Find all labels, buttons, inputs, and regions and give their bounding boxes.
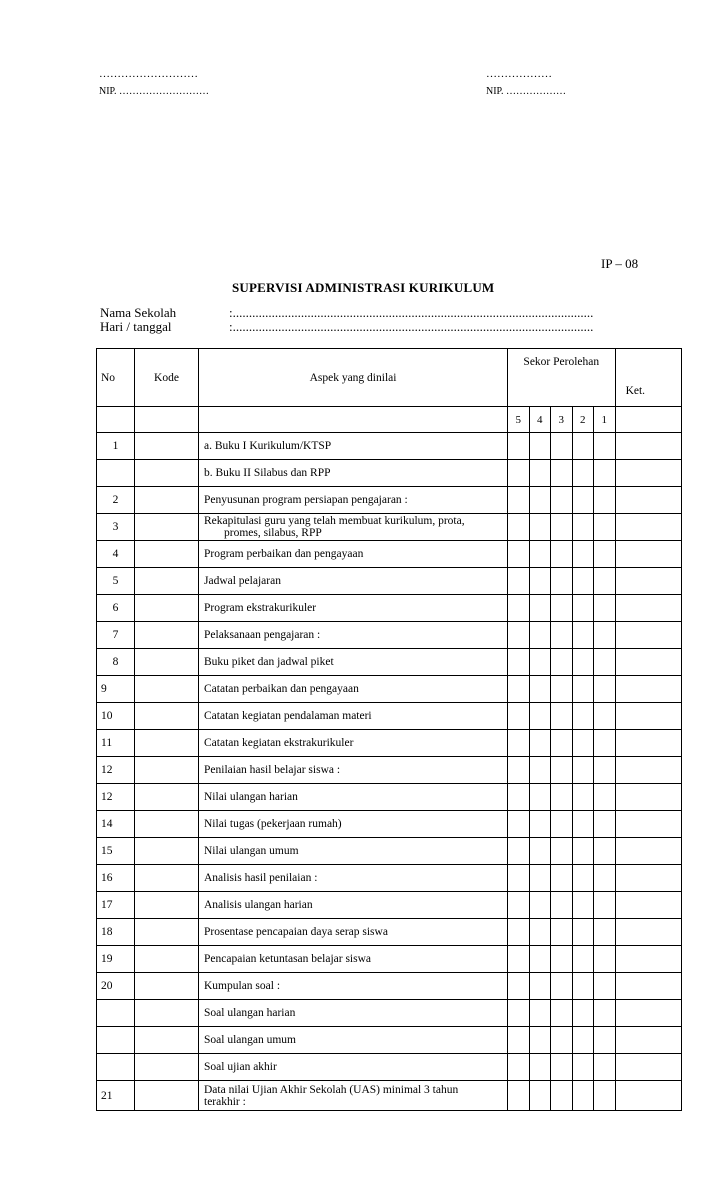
score-cell-2[interactable] <box>572 460 594 487</box>
row-aspek-line1: Data nilai Ujian Akhir Sekolah (UAS) minimal 3 tahun <box>204 1083 459 1096</box>
row-kode[interactable] <box>135 1000 199 1027</box>
table-row <box>97 811 682 838</box>
document-title: SUPERVISI ADMINISTRASI KURIKULUM <box>232 280 495 295</box>
table-row <box>97 892 682 919</box>
score-cell-5[interactable] <box>508 568 530 595</box>
score-cell-2[interactable] <box>572 1027 594 1054</box>
score-cell-5[interactable] <box>508 838 530 865</box>
row-ket[interactable] <box>615 703 681 730</box>
score-cell-2[interactable] <box>572 676 594 703</box>
row-number: 7 <box>97 622 135 649</box>
score-cell-1[interactable] <box>594 595 616 622</box>
score-cell-3[interactable] <box>551 973 573 1000</box>
score-cell-5[interactable] <box>508 541 530 568</box>
row-number <box>97 1054 135 1081</box>
score-cell-5[interactable] <box>508 595 530 622</box>
row-kode[interactable] <box>135 595 199 622</box>
row-kode[interactable] <box>135 703 199 730</box>
score-cell-4[interactable] <box>529 1027 551 1054</box>
score-cell-5[interactable] <box>508 946 530 973</box>
row-aspek: Catatan perbaikan dan pengayaan <box>199 676 508 703</box>
row-kode[interactable] <box>135 730 199 757</box>
score-cell-4[interactable] <box>529 649 551 676</box>
row-kode[interactable] <box>135 433 199 460</box>
row-number: 15 <box>97 838 135 865</box>
row-ket[interactable] <box>615 946 681 973</box>
score-cell-3[interactable] <box>551 730 573 757</box>
score-cell-3[interactable] <box>551 703 573 730</box>
row-kode[interactable] <box>135 865 199 892</box>
score-cell-4[interactable] <box>529 703 551 730</box>
row-number: 21 <box>97 1081 135 1111</box>
score-cell-2[interactable] <box>572 649 594 676</box>
score-cell-1[interactable] <box>594 1000 616 1027</box>
score-cell-4[interactable] <box>529 568 551 595</box>
row-number: 17 <box>97 892 135 919</box>
row-kode[interactable] <box>135 784 199 811</box>
row-aspek: Penilaian hasil belajar siswa : <box>199 757 508 784</box>
right-signature-nip: NIP. ……………… <box>486 86 567 97</box>
score-cell-5[interactable] <box>508 622 530 649</box>
score-cell-4[interactable] <box>529 730 551 757</box>
score-cell-2[interactable] <box>572 919 594 946</box>
row-aspek: Program ekstrakurikuler <box>199 595 508 622</box>
row-ket[interactable] <box>615 514 681 541</box>
row-number: 6 <box>97 595 135 622</box>
row-number: 18 <box>97 919 135 946</box>
score-cell-3[interactable] <box>551 1081 573 1111</box>
row-aspek: Penyusunan program persiapan pengajaran : <box>199 487 508 514</box>
row-kode[interactable] <box>135 514 199 541</box>
row-ket[interactable] <box>615 487 681 514</box>
row-aspek: Analisis ulangan harian <box>199 892 508 919</box>
score-cell-5[interactable] <box>508 514 530 541</box>
row-ket[interactable] <box>615 757 681 784</box>
score-cell-3[interactable] <box>551 811 573 838</box>
score-cell-3[interactable] <box>551 784 573 811</box>
score-cell-5[interactable] <box>508 1081 530 1111</box>
score-cell-1[interactable] <box>594 730 616 757</box>
row-kode[interactable] <box>135 919 199 946</box>
header-aspek: Aspek yang dinilai <box>199 349 508 407</box>
row-kode[interactable] <box>135 811 199 838</box>
row-kode[interactable] <box>135 676 199 703</box>
score-cell-1[interactable] <box>594 460 616 487</box>
row-number: 12 <box>97 784 135 811</box>
score-cell-1[interactable] <box>594 784 616 811</box>
score-cell-1[interactable] <box>594 703 616 730</box>
row-ket[interactable] <box>615 1027 681 1054</box>
score-cell-4[interactable] <box>529 946 551 973</box>
score-cell-2[interactable] <box>572 433 594 460</box>
score-cell-5[interactable] <box>508 892 530 919</box>
score-cell-4[interactable] <box>529 622 551 649</box>
row-aspek: Analisis hasil penilaian : <box>199 865 508 892</box>
table-row <box>97 514 682 541</box>
row-aspek: Catatan kegiatan ekstrakurikuler <box>199 730 508 757</box>
row-ket[interactable] <box>615 865 681 892</box>
score-cell-5[interactable] <box>508 730 530 757</box>
row-ket[interactable] <box>615 919 681 946</box>
row-number: 2 <box>97 487 135 514</box>
score-cell-2[interactable] <box>572 487 594 514</box>
row-ket[interactable] <box>615 784 681 811</box>
score-cell-3[interactable] <box>551 838 573 865</box>
row-number: 20 <box>97 973 135 1000</box>
score-cell-5[interactable] <box>508 649 530 676</box>
score-cell-2[interactable] <box>572 730 594 757</box>
table-row <box>97 757 682 784</box>
score-cell-4[interactable] <box>529 784 551 811</box>
row-number: 11 <box>97 730 135 757</box>
table-row <box>97 784 682 811</box>
score-cell-4[interactable] <box>529 433 551 460</box>
score-cell-3[interactable] <box>551 595 573 622</box>
score-cell-1[interactable] <box>594 946 616 973</box>
row-aspek: Nilai tugas (pekerjaan rumah) <box>199 811 508 838</box>
table-row <box>97 487 682 514</box>
score-col-4: 4 <box>529 407 551 433</box>
score-cell-4[interactable] <box>529 541 551 568</box>
score-cell-5[interactable] <box>508 676 530 703</box>
score-cell-2[interactable] <box>572 946 594 973</box>
row-number: 8 <box>97 649 135 676</box>
score-cell-3[interactable] <box>551 919 573 946</box>
row-number: 16 <box>97 865 135 892</box>
score-cell-1[interactable] <box>594 811 616 838</box>
table-row <box>97 1081 682 1111</box>
row-aspek: Soal ulangan umum <box>199 1027 508 1054</box>
score-cell-4[interactable] <box>529 973 551 1000</box>
score-cell-5[interactable] <box>508 703 530 730</box>
score-cell-1[interactable] <box>594 973 616 1000</box>
row-aspek: Soal ujian akhir <box>199 1054 508 1081</box>
form-code: IP – 08 <box>601 256 639 271</box>
row-ket[interactable] <box>615 595 681 622</box>
row-aspek: Kumpulan soal : <box>199 973 508 1000</box>
score-cell-3[interactable] <box>551 676 573 703</box>
score-cell-1[interactable] <box>594 919 616 946</box>
row-kode[interactable] <box>135 757 199 784</box>
row-aspek: Catatan kegiatan pendalaman materi <box>199 703 508 730</box>
row-number: 4 <box>97 541 135 568</box>
row-number <box>97 460 135 487</box>
row-number <box>97 1000 135 1027</box>
score-cell-1[interactable] <box>594 676 616 703</box>
score-cell-4[interactable] <box>529 487 551 514</box>
row-aspek: Jadwal pelajaran <box>199 568 508 595</box>
score-cell-2[interactable] <box>572 865 594 892</box>
row-number: 12 <box>97 757 135 784</box>
row-ket[interactable] <box>615 811 681 838</box>
score-cell-5[interactable] <box>508 433 530 460</box>
score-cell-5[interactable] <box>508 757 530 784</box>
score-cell-2[interactable] <box>572 838 594 865</box>
score-cell-4[interactable] <box>529 757 551 784</box>
score-col-3: 3 <box>551 407 573 433</box>
score-cell-4[interactable] <box>529 676 551 703</box>
score-cell-2[interactable] <box>572 892 594 919</box>
score-cell-1[interactable] <box>594 649 616 676</box>
score-cell-2[interactable] <box>572 757 594 784</box>
score-cell-4[interactable] <box>529 1000 551 1027</box>
score-cell-2[interactable] <box>572 703 594 730</box>
score-cell-4[interactable] <box>529 595 551 622</box>
score-cell-3[interactable] <box>551 649 573 676</box>
row-kode[interactable] <box>135 541 199 568</box>
score-cell-5[interactable] <box>508 784 530 811</box>
score-cell-3[interactable] <box>551 1054 573 1081</box>
row-kode[interactable] <box>135 568 199 595</box>
row-ket[interactable] <box>615 1081 681 1111</box>
score-cell-2[interactable] <box>572 1000 594 1027</box>
table-row <box>97 595 682 622</box>
row-number: 10 <box>97 703 135 730</box>
row-aspek: Pencapaian ketuntasan belajar siswa <box>199 946 508 973</box>
score-cell-1[interactable] <box>594 1081 616 1111</box>
score-cell-3[interactable] <box>551 541 573 568</box>
score-cell-1[interactable] <box>594 757 616 784</box>
score-cell-3[interactable] <box>551 433 573 460</box>
score-cell-3[interactable] <box>551 622 573 649</box>
field-value-date: :............................................................................................................... <box>229 319 594 334</box>
score-cell-2[interactable] <box>572 595 594 622</box>
row-kode[interactable] <box>135 973 199 1000</box>
row-kode[interactable] <box>135 838 199 865</box>
field-label-school-name: Nama Sekolah <box>100 305 177 320</box>
table-row <box>97 919 682 946</box>
row-number: 1 <box>97 433 135 460</box>
row-ket[interactable] <box>615 973 681 1000</box>
row-kode[interactable] <box>135 892 199 919</box>
score-cell-2[interactable] <box>572 514 594 541</box>
score-cell-3[interactable] <box>551 1027 573 1054</box>
score-cell-3[interactable] <box>551 514 573 541</box>
score-cell-3[interactable] <box>551 460 573 487</box>
table-row <box>97 541 682 568</box>
row-aspek: a. Buku I Kurikulum/KTSP <box>199 433 508 460</box>
row-kode[interactable] <box>135 460 199 487</box>
header-kode: Kode <box>135 349 199 407</box>
score-cell-4[interactable] <box>529 838 551 865</box>
score-cell-4[interactable] <box>529 892 551 919</box>
score-cell-3[interactable] <box>551 865 573 892</box>
score-cell-4[interactable] <box>529 514 551 541</box>
row-kode[interactable] <box>135 649 199 676</box>
header-ket: Ket. <box>615 349 681 407</box>
table-row <box>97 1027 682 1054</box>
row-ket[interactable] <box>615 460 681 487</box>
row-number: 3 <box>97 514 135 541</box>
score-cell-1[interactable] <box>594 865 616 892</box>
score-col-5: 5 <box>508 407 530 433</box>
row-number: 14 <box>97 811 135 838</box>
score-cell-3[interactable] <box>551 946 573 973</box>
row-aspek: Pelaksanaan pengajaran : <box>199 622 508 649</box>
row-aspek: Soal ulangan harian <box>199 1000 508 1027</box>
score-cell-1[interactable] <box>594 838 616 865</box>
score-cell-3[interactable] <box>551 892 573 919</box>
score-cell-1[interactable] <box>594 433 616 460</box>
table-row <box>97 676 682 703</box>
score-cell-4[interactable] <box>529 919 551 946</box>
row-ket[interactable] <box>615 1054 681 1081</box>
header-sekor-cell <box>508 349 616 407</box>
row-ket[interactable] <box>615 541 681 568</box>
row-kode[interactable] <box>135 1081 199 1111</box>
score-cell-3[interactable] <box>551 1000 573 1027</box>
score-cell-1[interactable] <box>594 541 616 568</box>
table-row <box>97 460 682 487</box>
score-cell-2[interactable] <box>572 1081 594 1111</box>
score-cell-1[interactable] <box>594 1027 616 1054</box>
score-col-2: 2 <box>572 407 594 433</box>
row-number <box>97 1027 135 1054</box>
row-aspek <box>199 514 508 541</box>
score-cell-2[interactable] <box>572 568 594 595</box>
score-cell-5[interactable] <box>508 487 530 514</box>
row-kode[interactable] <box>135 487 199 514</box>
left-signature-name-line: ……………………… <box>99 68 198 80</box>
score-cell-3[interactable] <box>551 757 573 784</box>
field-value-school-name: :............................................................................................................... <box>229 305 594 320</box>
table-row <box>97 703 682 730</box>
score-cell-5[interactable] <box>508 1000 530 1027</box>
table-row <box>97 838 682 865</box>
row-ket[interactable] <box>615 676 681 703</box>
score-cell-2[interactable] <box>572 973 594 1000</box>
score-cell-5[interactable] <box>508 811 530 838</box>
score-cell-2[interactable] <box>572 811 594 838</box>
score-cell-4[interactable] <box>529 1081 551 1111</box>
table-row <box>97 568 682 595</box>
table-row <box>97 730 682 757</box>
table-row <box>97 649 682 676</box>
row-kode[interactable] <box>135 622 199 649</box>
right-signature-name-line: ……………… <box>486 68 552 80</box>
score-cell-2[interactable] <box>572 622 594 649</box>
row-number: 9 <box>97 676 135 703</box>
row-number: 19 <box>97 946 135 973</box>
row-ket[interactable] <box>615 433 681 460</box>
score-col-1: 1 <box>594 407 616 433</box>
table-row <box>97 865 682 892</box>
score-cell-5[interactable] <box>508 1027 530 1054</box>
score-cell-1[interactable] <box>594 892 616 919</box>
row-ket[interactable] <box>615 892 681 919</box>
row-aspek: Nilai ulangan umum <box>199 838 508 865</box>
row-number: 5 <box>97 568 135 595</box>
table-row <box>97 1054 682 1081</box>
row-aspek-line2: terakhir : <box>204 1095 246 1108</box>
score-cell-3[interactable] <box>551 568 573 595</box>
table-row <box>97 946 682 973</box>
table-row <box>97 1000 682 1027</box>
score-cell-2[interactable] <box>572 541 594 568</box>
row-kode[interactable] <box>135 1027 199 1054</box>
table-row <box>97 622 682 649</box>
score-cell-2[interactable] <box>572 1054 594 1081</box>
table-header-row <box>97 349 682 407</box>
row-ket[interactable] <box>615 730 681 757</box>
header-no: No <box>97 349 135 407</box>
row-ket[interactable] <box>615 568 681 595</box>
score-cell-4[interactable] <box>529 865 551 892</box>
left-signature-nip: NIP. ……………………… <box>99 86 210 97</box>
score-cell-5[interactable] <box>508 1054 530 1081</box>
row-aspek <box>199 1081 508 1111</box>
score-cell-4[interactable] <box>529 460 551 487</box>
row-ket[interactable] <box>615 1000 681 1027</box>
row-aspek-line1: Rekapitulasi guru yang telah membuat kurikulum, prota, <box>204 515 465 527</box>
score-cell-1[interactable] <box>594 1054 616 1081</box>
table-row <box>97 433 682 460</box>
row-aspek: Program perbaikan dan pengayaan <box>199 541 508 568</box>
score-cell-4[interactable] <box>529 1054 551 1081</box>
score-cell-3[interactable] <box>551 487 573 514</box>
score-cell-1[interactable] <box>594 514 616 541</box>
row-ket[interactable] <box>615 622 681 649</box>
row-aspek-line2: promes, silabus, RPP <box>224 527 322 539</box>
row-ket[interactable] <box>615 649 681 676</box>
assessment-table <box>96 348 682 1111</box>
score-cell-5[interactable] <box>508 973 530 1000</box>
row-aspek: Buku piket dan jadwal piket <box>199 649 508 676</box>
score-cell-1[interactable] <box>594 568 616 595</box>
score-cell-5[interactable] <box>508 460 530 487</box>
row-aspek: Prosentase pencapaian daya serap siswa <box>199 919 508 946</box>
row-aspek: Nilai ulangan harian <box>199 784 508 811</box>
score-scale-row <box>97 407 682 433</box>
score-cell-4[interactable] <box>529 811 551 838</box>
row-ket[interactable] <box>615 838 681 865</box>
field-label-date: Hari / tanggal <box>100 319 172 334</box>
score-cell-5[interactable] <box>508 865 530 892</box>
score-cell-1[interactable] <box>594 487 616 514</box>
row-aspek: b. Buku II Silabus dan RPP <box>199 460 508 487</box>
score-cell-1[interactable] <box>594 622 616 649</box>
score-cell-5[interactable] <box>508 919 530 946</box>
row-kode[interactable] <box>135 1054 199 1081</box>
score-cell-2[interactable] <box>572 784 594 811</box>
table-row <box>97 973 682 1000</box>
header-sekor: Sekor Perolehan <box>523 355 600 368</box>
row-kode[interactable] <box>135 946 199 973</box>
